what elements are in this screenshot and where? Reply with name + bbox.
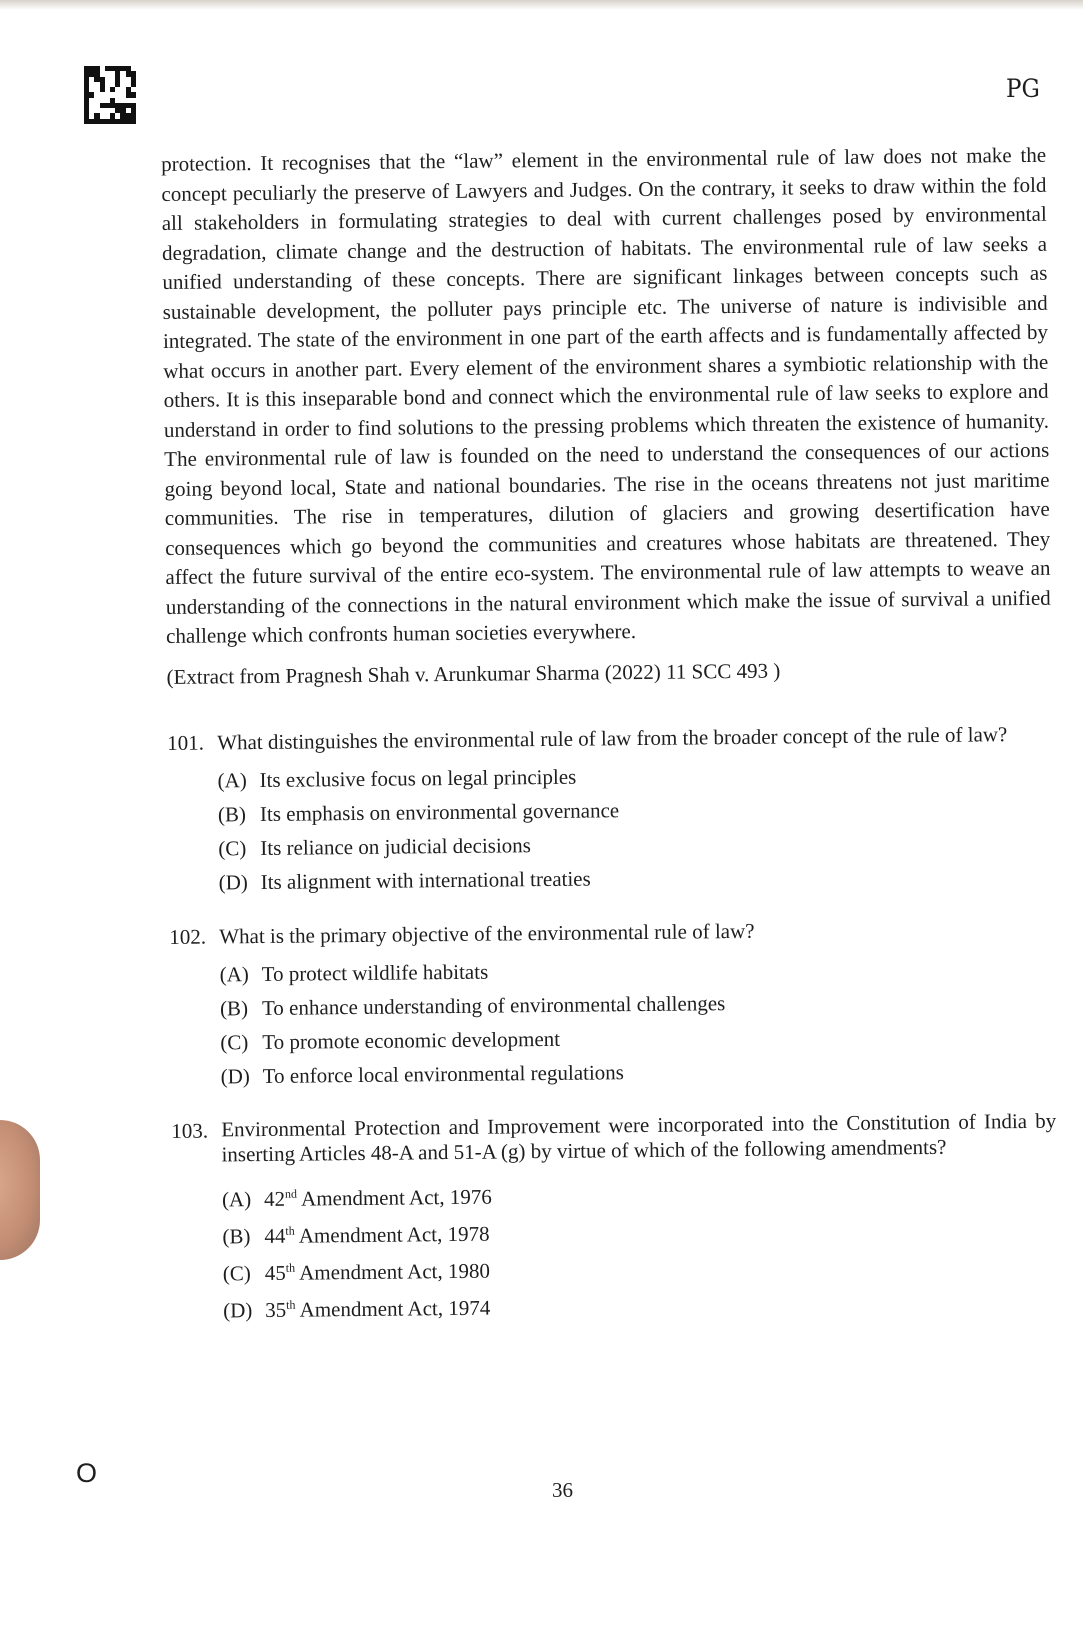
margin-mark: O — [76, 1458, 98, 1488]
page-top-shadow — [0, 0, 1083, 10]
ordinal-suffix: th — [285, 1260, 296, 1275]
option-text — [264, 1215, 490, 1254]
option-letter: (B) — [219, 995, 249, 1020]
option-letter: (C) — [220, 1029, 249, 1054]
option-letter: (D) — [220, 1063, 250, 1088]
option-letter: (A) — [221, 1186, 252, 1211]
option-text: Its alignment with international treaties — [260, 866, 591, 894]
option-text: Its exclusive focus on legal principles — [259, 764, 577, 792]
option-text: Its reliance on judicial decisions — [260, 832, 532, 860]
question-number: 101. — [167, 730, 205, 755]
amendment-number: 42 — [263, 1186, 286, 1211]
passage-source: (Extract from Pragnesh Shah v. Arunkumar Sharma (2022) 11 SCC 493 ) — [166, 658, 781, 689]
ordinal-suffix: th — [285, 1223, 295, 1238]
options-list — [217, 754, 1053, 899]
option-letter: (C) — [218, 835, 247, 860]
ordinal-suffix: th — [286, 1297, 296, 1312]
amendment-name: Amendment Act, 1980 — [294, 1258, 491, 1285]
question-102 — [169, 914, 1056, 1093]
option-text: Its emphasis on environmental governance — [259, 797, 620, 826]
amendment-name: Amendment Act, 1976 — [296, 1184, 492, 1211]
amendment-name: Amendment Act, 1978 — [294, 1221, 490, 1248]
passage-text: protection. It recognises that the “law” element in the environmental rule of law does not make the concept peculiarly the preserve of Lawyers and Judges. On the contrary, it seeks to draw within the fold all stakeholders in formulating strategies to deal with current challenges posed by environmental degradation, climate change and the destruction of habitats. The environmental rule of law seeks a unified understanding of these concepts. There are significant linkages between concepts such as sustainable development, the polluter pays principle etc. The universe of nature is indivisible and integrated. The state of the environment in one part of the earth affects and is fundamentally affected by what occurs in another part. Every element of the environment shares a symbiotic relationship with the others. It is this inseparable bond and connect which the environmental rule of law seeks to explore and understand in order to find solutions to the pressing problems which threaten the existence of humanity. The environmental rule of law is founded on the need to understand the consequences of our actions going beyond local, State and national boundaries. The rise in the oceans threatens not just maritime communities. The rise in temperatures, dilution of glaciers and growing desertification have consequences which go beyond the communities and creatures whose habitats are threatened. They affect the future survival of the entire eco-system. The environmental rule of law attempts to weave an understanding of the connections in the natural environment which make the issue of survival a unified challenge which confronts human societies everywhere. — [161, 142, 1051, 648]
option-letter: (D) — [218, 869, 248, 894]
option-letter: (B) — [222, 1223, 251, 1248]
question-103 — [171, 1108, 1058, 1329]
question-text: Environmental Protection and Improvement were incorporated into the Constitution of India by inserting Articles 48-A and 51-A (g) by virtue of which of the following amendments? — [221, 1108, 1057, 1166]
question-101 — [167, 720, 1054, 899]
option-text — [265, 1289, 491, 1328]
option-letter: (A) — [217, 767, 247, 792]
amendment-name: Amendment Act, 1974 — [295, 1295, 491, 1322]
page-content — [161, 141, 1058, 1330]
options-list — [222, 1172, 1059, 1329]
option-text: To enforce local environmental regulations — [262, 1059, 625, 1088]
amendment-number: 35 — [265, 1297, 287, 1322]
question-number: 103. — [171, 1118, 209, 1143]
option-letter: (C) — [222, 1260, 251, 1285]
amendment-number: 45 — [264, 1260, 286, 1285]
datamatrix-code-icon — [84, 66, 136, 124]
ordinal-suffix: nd — [284, 1186, 298, 1201]
question-number: 102. — [169, 924, 207, 949]
option-d[interactable] — [223, 1283, 1058, 1329]
option-text: To protect wildlife habitats — [261, 959, 489, 986]
option-text — [264, 1178, 492, 1217]
paper-code: PG — [1006, 74, 1040, 103]
option-text — [265, 1252, 491, 1291]
question-text: What distinguishes the environmental rule of law from the broader concept of the rule of law? — [217, 721, 1008, 754]
option-letter: (B) — [217, 801, 247, 826]
finger-edge — [0, 1120, 40, 1260]
options-list — [219, 948, 1055, 1093]
option-text: To enhance understanding of environmental challenges — [261, 990, 726, 1020]
option-text: To promote economic development — [262, 1026, 561, 1054]
amendment-number: 44 — [264, 1223, 286, 1248]
option-letter: (D) — [223, 1297, 253, 1322]
option-letter: (A) — [219, 961, 249, 986]
page-number: 36 — [552, 1478, 573, 1502]
question-text: What is the primary objective of the environmental rule of law? — [219, 918, 755, 948]
